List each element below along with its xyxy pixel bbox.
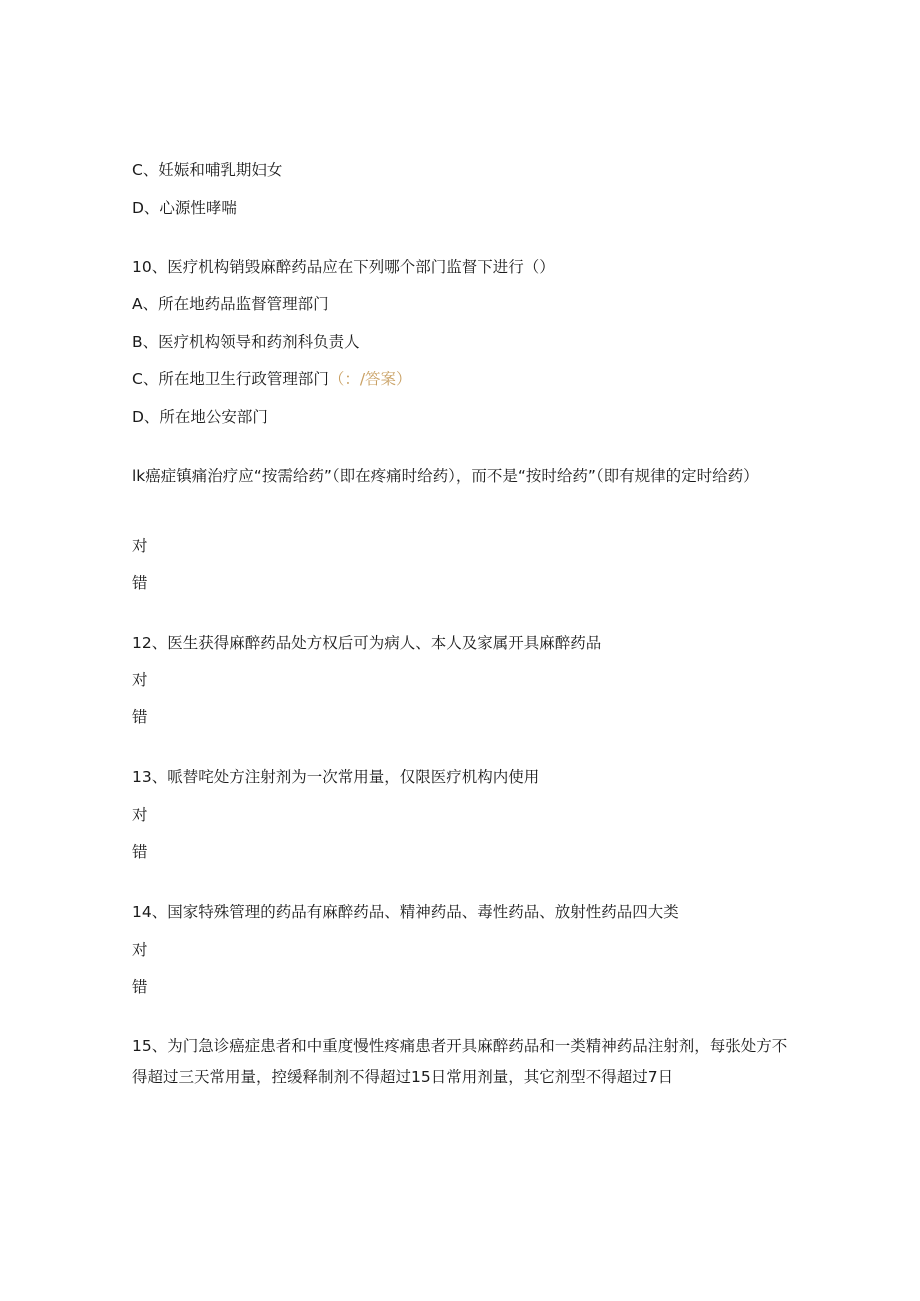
q13-option-true: 对 <box>132 806 148 824</box>
q10-option-a: A、所在地药品监督管理部门 <box>132 295 329 313</box>
q11-question: lk癌症镇痛治疗应“按需给药”（即在疼痛时给药），而不是“按时给药”（即有规律的定时给药） <box>132 467 759 485</box>
q13-option-false: 错 <box>132 843 148 861</box>
q9-option-c: C、妊娠和哺乳期妇女 <box>132 161 283 179</box>
q10-option-c-label: C、所在地卫生行政管理部门 <box>132 370 329 388</box>
q14-question: 14、国家特殊管理的药品有麻醉药品、精神药品、毒性药品、放射性药品四大类 <box>132 903 679 921</box>
q10-option-c <box>132 368 792 390</box>
q15-question: 15、为门急诊癌症患者和中重度慢性疼痛患者开具麻醉药品和一类精神药品注射剂，每张处方不得超过三天常用量，控缓释制剂不得超过15日常用剂量，其它剂型不得超过7日 <box>132 1037 788 1086</box>
q10-option-b: B、医疗机构领导和药剂科负责人 <box>132 333 360 351</box>
q12-option-true: 对 <box>132 671 148 689</box>
answer-hint: （：/答案） <box>328 370 412 388</box>
q11-option-true: 对 <box>132 537 148 555</box>
q14-option-false: 错 <box>132 978 148 996</box>
q10-option-d: D、所在地公安部门 <box>132 408 268 426</box>
q12-question: 12、医生获得麻醉药品处方权后可为病人、本人及家属开具麻醉药品 <box>132 634 602 652</box>
q10-question: 10、医疗机构销毁麻醉药品应在下列哪个部门监督下进行（） <box>132 258 555 276</box>
q12-option-false: 错 <box>132 708 148 726</box>
q14-option-true: 对 <box>132 941 148 959</box>
q11-option-false: 错 <box>132 574 148 592</box>
q9-option-d: D、心源性哮喘 <box>132 199 237 217</box>
q13-question: 13、哌替咤处方注射剂为一次常用量，仅限医疗机构内使用 <box>132 768 540 786</box>
